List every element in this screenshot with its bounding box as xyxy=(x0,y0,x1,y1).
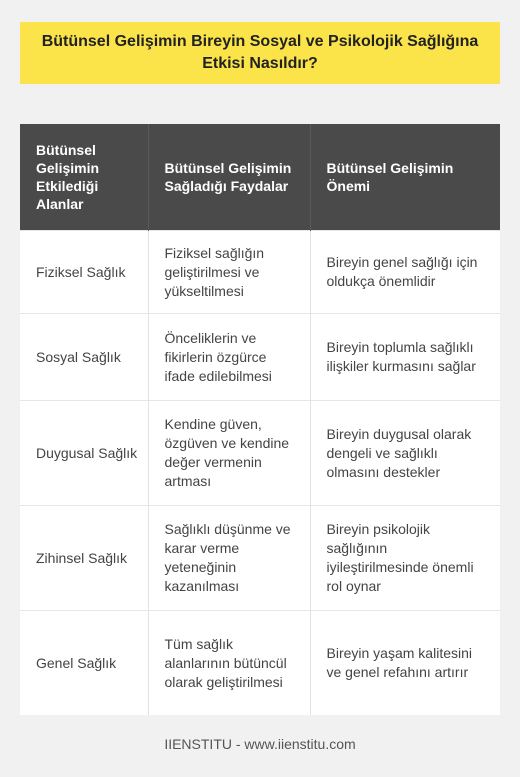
cell-area: Genel Sağlık xyxy=(20,611,148,716)
page-title: Bütünsel Gelişimin Bireyin Sosyal ve Psikolojik Sağlığına Etkisi Nasıldır? xyxy=(41,33,479,72)
cell-importance: Bireyin duygusal olarak dengeli ve sağlıklı olmasını destekler xyxy=(310,401,500,506)
cell-area: Zihinsel Sağlık xyxy=(20,506,148,611)
cell-area: Sosyal Sağlık xyxy=(20,314,148,401)
header-affected-areas: Bütünsel Gelişimin Etkilediği Alanlar xyxy=(20,124,148,231)
table-row xyxy=(20,314,500,401)
cell-importance: Bireyin toplumla sağlıklı ilişkiler kurmasını sağlar xyxy=(310,314,500,401)
cell-benefit: Sağlıklı düşünme ve karar verme yeteneğinin kazanılması xyxy=(148,506,310,611)
cell-benefit: Önceliklerin ve fikirlerin özgürce ifade edilebilmesi xyxy=(148,314,310,401)
cell-area: Fiziksel Sağlık xyxy=(20,231,148,314)
cell-benefit: Tüm sağlık alanlarının bütüncül olarak geliştirilmesi xyxy=(148,611,310,716)
table-header-row xyxy=(20,124,500,231)
table-row xyxy=(20,401,500,506)
header-benefits: Bütünsel Gelişimin Sağladığı Faydalar xyxy=(148,124,310,231)
cell-area: Duygusal Sağlık xyxy=(20,401,148,506)
cell-benefit: Kendine güven, özgüven ve kendine değer vermenin artması xyxy=(148,401,310,506)
cell-importance: Bireyin psikolojik sağlığının iyileştirilmesinde önemli rol oynar xyxy=(310,506,500,611)
table-row xyxy=(20,506,500,611)
title-banner xyxy=(20,22,500,84)
header-importance: Bütünsel Gelişimin Önemi xyxy=(310,124,500,231)
cell-benefit: Fiziksel sağlığın geliştirilmesi ve yükseltilmesi xyxy=(148,231,310,314)
info-table xyxy=(20,124,500,715)
footer-credit: IIENSTITU - www.iienstitu.com xyxy=(164,736,356,752)
cell-importance: Bireyin yaşam kalitesini ve genel refahını artırır xyxy=(310,611,500,716)
cell-importance: Bireyin genel sağlığı için oldukça önemlidir xyxy=(310,231,500,314)
table-row xyxy=(20,231,500,314)
table-row xyxy=(20,611,500,716)
